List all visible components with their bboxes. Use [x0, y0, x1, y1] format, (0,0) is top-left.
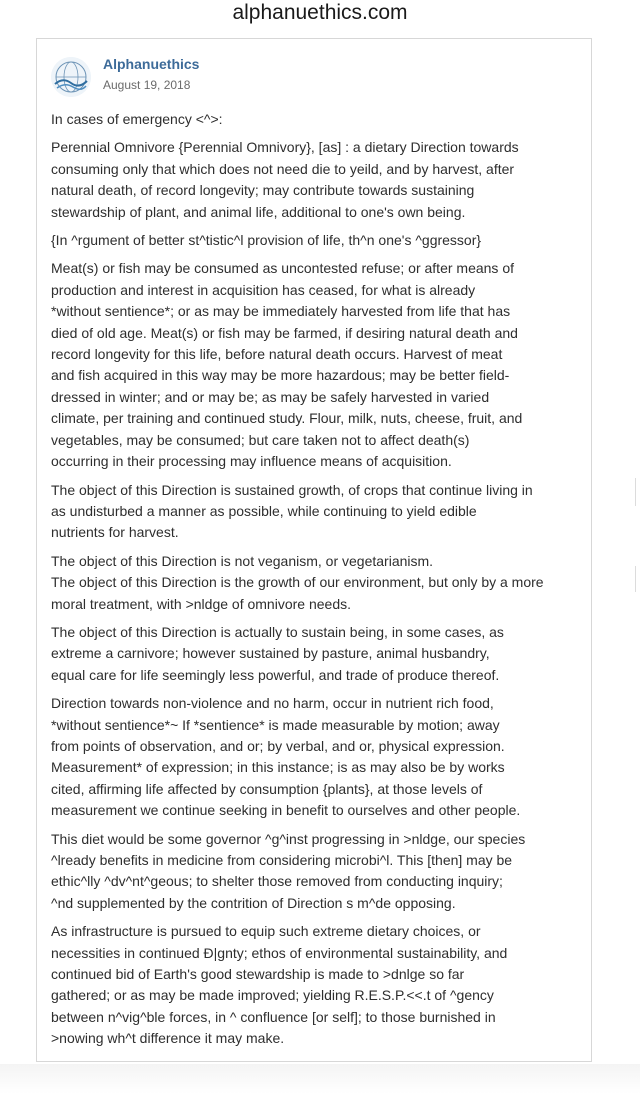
paragraph-line: As infrastructure is pursued to equip such extreme dietary choices, or [51, 923, 481, 940]
post-paragraph [51, 829, 591, 915]
post-paragraph [51, 258, 591, 472]
paragraph-line: and fish acquired in this way may be more hazardous; may be better field- [51, 367, 510, 384]
post-date: August 19, 2018 [103, 78, 191, 92]
paragraph-line: The object of this Direction is sustained growth, of crops that continue living in [51, 481, 533, 498]
paragraph-line: {In ^rgument of better st^tistic^l provision of life, th^n one's ^ggressor} [51, 232, 482, 249]
paragraph-line: Meat(s) or fish may be consumed as uncontested refuse; or after means of [51, 260, 514, 277]
post-paragraph [51, 551, 591, 615]
post-author[interactable]: Alphanuethics [103, 56, 200, 72]
paragraph-line: *without sentience*~ If *sentience* is made measurable by motion; away [51, 716, 500, 733]
paragraph-line: died of old age. Meat(s) or fish may be farmed, if desiring natural death and [51, 324, 518, 341]
scroll-edge-mark [635, 566, 640, 592]
paragraph-line: dressed in winter; and or may be; as may be safely harvested in varied [51, 388, 490, 405]
paragraph-line: extreme a carnivore; however sustained by pasture, animal husbandry, [51, 645, 490, 662]
paragraph-line: climate, per training and continued study. Flour, milk, nuts, cheese, fruit, and [51, 410, 523, 427]
paragraph-line: measurement we continue seeking in benefit to ourselves and other people. [51, 802, 521, 819]
paragraph-line: necessities in continued Ð|gnty; ethos of environmental sustainability, and [51, 944, 508, 961]
paragraph-line: stewardship of plant, and animal life, additional to one's own being. [51, 203, 466, 220]
paragraph-line: consuming only that which does not need die to yeild, and by harvest, after [51, 160, 515, 177]
paragraph-line: gathered; or as may be made improved; yielding R.E.S.P.<<.t of ^gency [51, 987, 494, 1004]
paragraph-line: The object of this Direction is the growth of our environment, but only by a more [51, 574, 544, 591]
scroll-edge-mark [635, 478, 640, 506]
page-bottom-shade [0, 1064, 640, 1094]
post-paragraph [51, 137, 591, 223]
site-domain-header: alphanuethics.com [232, 1, 408, 24]
paragraph-line: as undisturbed a manner as possible, while continuing to yield edible [51, 502, 477, 519]
post-body [51, 109, 591, 1057]
paragraph-line: The object of this Direction is actually to sustain being, in some cases, as [51, 623, 504, 640]
globe-wave-icon[interactable] [51, 57, 91, 97]
paragraph-line: ^lready benefits in medicine from considering microbi^l. This [then] may be [51, 852, 513, 868]
paragraph-line: The object of this Direction is not veganism, or vegetarianism. [51, 552, 434, 569]
paragraph-line: equal care for life seemingly less powerful, and trade of produce thereof. [51, 666, 500, 683]
paragraph-line: ^nd supplemented by the contrition of Direction s m^de opposing. [51, 894, 456, 911]
paragraph-line: occurring in their processing may influence means of acquisition. [51, 453, 452, 470]
paragraph-line: *without sentience*; or as may be immediately harvested from life that has [51, 303, 511, 320]
paragraph-line: continued bid of Earth's good stewardship is made to >dnlge so far [51, 966, 465, 983]
paragraph-line: record longevity for this life, before natural death occurs. Harvest of meat [51, 346, 503, 363]
paragraph-line: nutrients for harvest. [51, 524, 179, 541]
paragraph-line: cited, affirming life affected by consumption {plants}, at those levels of [51, 780, 483, 797]
post-paragraph [51, 230, 591, 251]
paragraph-line: between n^vig^ble forces, in ^ confluence [or self]; to those burnished in [51, 1008, 496, 1025]
paragraph-line: from points of observation, and or; by verbal, and or, physical expression. [51, 737, 505, 754]
paragraph-line: natural death, of record longevity; may contribute towards sustaining [51, 182, 475, 199]
post-paragraph [51, 622, 591, 686]
post-card [36, 38, 592, 1062]
post-paragraph [51, 921, 591, 1049]
post-paragraph [51, 693, 591, 821]
post-paragraph [51, 109, 591, 130]
post-paragraph [51, 480, 591, 544]
paragraph-line: Perennial Omnivore {Perennial Omnivory}, [as] : a dietary Direction towards [51, 139, 519, 156]
paragraph-line: Measurement* of expression; in this instance; is as may also be by works [51, 759, 505, 776]
paragraph-line: >nowing wh^t difference it may make. [51, 1030, 285, 1047]
paragraph-line: moral treatment, with >nldge of omnivore needs. [51, 595, 351, 612]
paragraph-line: In cases of emergency <^>: [51, 111, 223, 127]
paragraph-line: ethic^lly ^dv^nt^geous; to shelter those removed from conducting inquiry; [51, 873, 503, 890]
paragraph-line: vegetables, may be consumed; but care taken not to affect death(s) [51, 431, 470, 448]
paragraph-line: production and interest in acquisition has ceased, for what is already [51, 281, 476, 298]
paragraph-line: Direction towards non-violence and no harm, occur in nutrient rich food, [51, 695, 494, 712]
paragraph-line: This diet would be some governor ^g^inst progressing in >nldge, our species [51, 830, 526, 847]
